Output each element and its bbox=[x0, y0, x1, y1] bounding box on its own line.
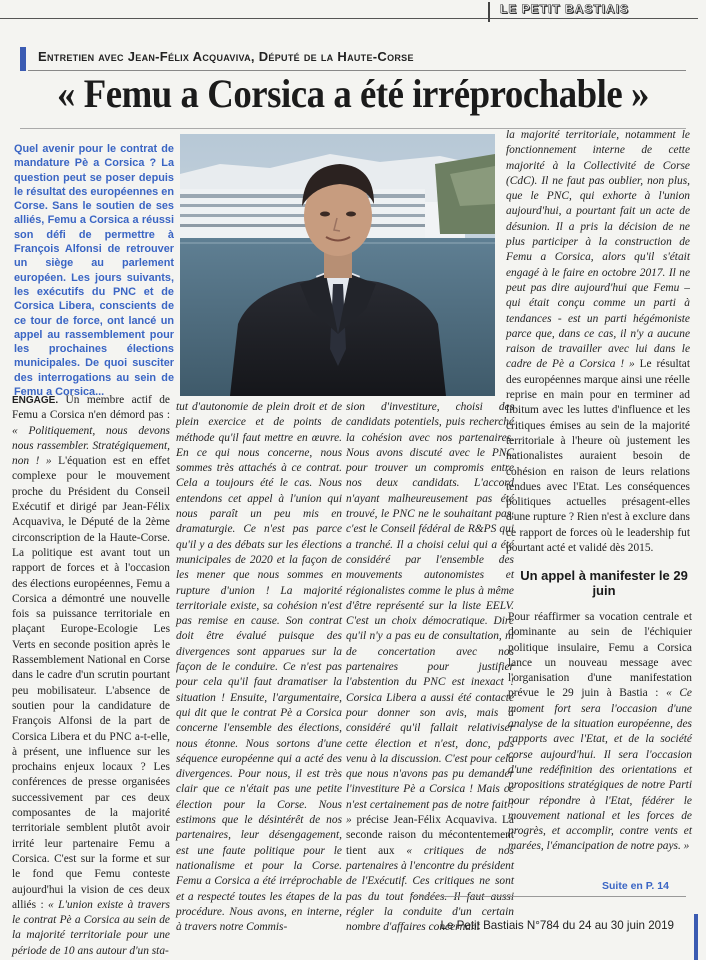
kicker-accent-bar bbox=[20, 47, 26, 71]
article-column-4 bbox=[506, 128, 690, 556]
footer-accent-bar bbox=[694, 914, 698, 960]
article-kicker: Entretien avec Jean-Félix Acquaviva, Député de la Haute-Corse bbox=[38, 49, 414, 64]
portrait-photo bbox=[180, 134, 495, 396]
col1-quote-a: « Politiquement, nous devons nous rassembler. Stratégiquement, non ! » bbox=[12, 424, 170, 468]
top-bar bbox=[0, 0, 706, 24]
article-column-3 bbox=[346, 400, 514, 935]
portrait-photo-image bbox=[180, 134, 495, 396]
article-subheading: Un appel à manifester le 29 juin bbox=[520, 568, 688, 598]
col1-text-b: L'équation est en effet complexe pour le mouvement proche du Président du Conseil Exécutif et dirigé par Jean-Félix Acquaviva, le Député de la 2ème circonscription de la Haute-Corse. La politique est avant tout un rapport de forces et à l'occasion des élections européennes, Femu a Corsica a démontré une nouvelle fois sa puissance territoriale en plaçant Europe-Ecologie Les Verts en seconde position après le Rassemblement National en Corse dans le cadre d'un scrutin pourtant peu mobilisateur. L'absence de soutien pour la candidature de François Alfonsi de la part de Corsica Libera et du PNC a-t-elle, à présent, une influence sur les prochains enjeux locaux ? Les conférences de presse organisées successivement par ces deux composantes de la majorité territoriale semblent plutôt avoir irrité leur partenaire Femu a Corsica. C'est sur la forme et sur le fond que Femu conteste aujourd'hui la vision de ces deux alliés : bbox=[12, 455, 170, 911]
col4-quote-b: « Ce moment fort sera l'occasion d'une analyse de la situation européenne, des rapports avec l'Etat, et de la société corse aujourd'hui. Il sera l'occasion d'une redéfinition des orientations et propositions stratégiques de notre Parti pour répondre à l'Etat, fédérer le mouvement national et les forces de progrès, et accomplir, contre vents et marées, l'émancipation de notre pays. » bbox=[508, 687, 692, 853]
col1-quote-b: « L'union existe à travers le contrat Pè a Corsica au sein de la majorité territoriale pour une période de 10 ans autour d'un sta- bbox=[12, 898, 170, 957]
column-lead-word: ENGAGE. bbox=[12, 395, 59, 406]
article-column-2 bbox=[176, 400, 342, 935]
page-footer: Le Petit Bastiais N°784 du 24 au 30 juin 2019 bbox=[440, 919, 674, 932]
col3-quote-a: sion d'investiture, choisi des candidats potentiels, puis recherché la cohésion avec nos partenaires. Nous avons discuté avec le PNC pour trouver un compromis entre nos deux candidats. L'accord n'ayant malheureusement pas été trouvé, le PNC ne le souhaitant pas, c'est le Conseil fédéral de R&PS qui a tranché. Il a choisi celui qui a été considéré par l'ensemble des mouvements autonomistes et régionalistes comme le plus à même d'être représenté sur la liste EELV. C'est un choix démocratique. Dire qu'il n'y a pas eu de consultation, ni de concertation avec nos partenaires pour justifier l'abstention du PNC est inexact ! Corsica Libera a aussi été contacté pour donner son avis, mais a considéré qu'il fallait relativiser cette élection et n'est, donc, pas venu à la discussion. C'est pour cela que nous n'avons pas pu demander l'investiture Pè a Corsica ! Mais ce n'est certainement pas de notre fait ! » bbox=[346, 401, 514, 827]
article-intro: Quel avenir pour le contrat de mandature Pè a Corsica ? La question peut se poser depuis le résultat des européennes en Corse. Sans le soutien de ses alliés, Femu a Corsica a réussi son défi de permettre à François Alfonsi de retrouver un siège au parlement européen. Les jours suivants, les exécutifs du PNC et de Corsica Libera, conscients de ce tour de force, ont lancé un appel au rassemblement pour les prochaines élections municipales. De quoi susciter des interrogations au sein de Femu a Corsica... bbox=[14, 143, 174, 399]
col4-text-a: Le résultat des européennes marque ainsi une réelle reprise en main pour en terminer ad libitum avec les luttes d'influence et les critiques émises au sein de la majorité territoriale à l'heure où justement les nationalistes auraient besoin de cohésion en raison de leurs relations tendues avec l'Etat. Les conséquences politiques actuelles présagent-elles d'une rupture ? Rien n'est à exclure dans ce rapport de forces où le leadership fut pourtant acté et validé dès 2015. bbox=[506, 358, 690, 555]
col4-text-b: Pour réaffirmer sa vocation centrale et dominante au sein de l'échiquier politique insulaire, Femu a Corsica lance un nouveau message avec l'organisation d'une manifestation prévue le 29 juin à Bastia : bbox=[508, 611, 692, 700]
continued-link[interactable]: Suite en P. 14 bbox=[602, 880, 669, 892]
masthead: LE PETIT BASTIAIS bbox=[488, 2, 696, 22]
col3-text: précise Jean-Félix Acquaviva. La seconde raison du mécontentement tient aux bbox=[346, 814, 514, 857]
col3-quote-b: « critiques de nos partenaires à l'encontre du président de l'Exécutif. Ces critiques ne sont pas du tout fondées. Il faut aussi régler la conduite d'un certain nombre d'affaires concernant bbox=[346, 844, 514, 934]
col4-quote-a: la majorité territoriale, notamment le fonctionnement interne de cette majorité à la Collectivité de Corse (CdC). Il ne faut pas oublier, non plus, que le PNC, qui exhorte à l'union aujourd'hui, a pourtant fait un acte de désunion. Il a pris la décision de ne plus participer à la construction de Femu a Corsica, alors qu'il s'était engagé à le faire en octobre 2017. Il ne peut pas dire aujourd'hui que Femu – qui était conçu comme un parti à tendances - est un parti hégémoniste parce que, dans ce cas, il n'y a aucune raison de travailler avec lui dans le cadre de Pè a Corsica ! » bbox=[506, 129, 690, 371]
article-column-1 bbox=[12, 393, 170, 959]
article-headline: « Femu a Corsica a été irréprochable » bbox=[57, 71, 649, 116]
footer-rule bbox=[410, 896, 686, 897]
col1-text-a: Un membre actif de Femu a Corsica n'en démord pas : bbox=[12, 394, 170, 422]
article-column-4-continued bbox=[508, 610, 692, 855]
col2-text: tut d'autonomie de plein droit et de plein exercice et de points de méthode qu'il faut mettre en œuvre. En ce qui nous concerne, nous sommes très attachés à ce contrat. Cela a toujours été le cas. Nous entendons cet appel à l'union qui nous paraît un peu mis en dramaturgie. Ce n'est pas parce qu'il y a des débats sur les élections municipales de 2020 et la façon de les mener que nous sommes en rupture d'union ! La majorité territoriale existe, sa cohésion n'est pas remise en cause. Son contrat doit être évalué puisque des divergences sont apparues sur la façon de le conduire. Ce n'est pas pour cela qu'il faut dramatiser la situation ! Ensuite, l'argumentaire, qui dit que le contrat Pè a Corsica concerne l'ensemble des élections, nous étonne. Nous sortons d'une séquence européenne qui a acté des divergences. Pour nous, il est très clair que ce n'était pas une petite élection pour la Corse. Nous estimons que le désintérêt de nos partenaires, leur désengagement, est une faute politique pour le nationalisme et pour la Corse. Femu a Corsica a été irréprochable et a respecté toutes les étapes de la procédure. Nous avons, en interne, à travers notre Commis- bbox=[176, 401, 342, 934]
